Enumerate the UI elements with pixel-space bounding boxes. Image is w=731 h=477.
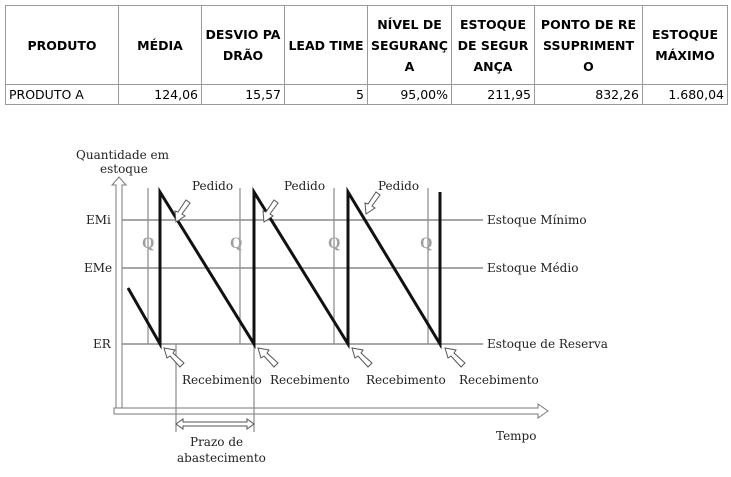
cell-produto: PRODUTO A — [6, 85, 119, 105]
prazo-label-2: abastecimento — [177, 451, 266, 465]
x-axis-title: Tempo — [496, 429, 537, 443]
prazo-label-1: Prazo de — [190, 435, 244, 449]
recebimento-arrow-icon — [164, 348, 465, 367]
header-estoque-seguranca: ESTOQUE DE SEGURANÇA — [452, 6, 535, 85]
pedido-label-3: Pedido — [378, 179, 420, 193]
header-ponto-ressuprimento: PONTO DE RESSUPRIMENTO — [535, 6, 643, 85]
x-axis — [114, 404, 548, 418]
cell-estoque-maximo: 1.680,04 — [643, 85, 728, 105]
header-produto: PRODUTO — [6, 6, 119, 85]
q-label-1: Q — [142, 235, 155, 252]
recebimento-label-1: Recebimento — [182, 373, 262, 387]
er-tick-label: ER — [93, 337, 111, 351]
guide-lines — [148, 188, 428, 432]
recebimento-label-3: Recebimento — [366, 373, 446, 387]
y-axis — [112, 177, 126, 414]
eme-tick-label: EMe — [84, 261, 113, 275]
emi-tick-label: EMi — [86, 213, 111, 227]
pedido-label-1: Pedido — [192, 179, 234, 193]
q-label-4: Q — [420, 235, 433, 252]
cell-nivel-seguranca: 95,00% — [368, 85, 452, 105]
cell-desvio-padrao: 15,57 — [202, 85, 285, 105]
pedido-label-2: Pedido — [284, 179, 326, 193]
recebimento-label-4: Recebimento — [459, 373, 539, 387]
q-label-3: Q — [328, 235, 341, 252]
y-axis-title-2: estoque — [100, 162, 148, 176]
cell-media: 124,06 — [119, 85, 202, 105]
header-nivel-seguranca: NÍVEL DE SEGURANÇA — [368, 6, 452, 85]
eme-level-label: Estoque Médio — [487, 261, 579, 275]
cell-lead-time: 5 — [285, 85, 368, 105]
lead-time-double-arrow — [176, 419, 254, 429]
cell-estoque-seguranca: 211,95 — [452, 85, 535, 105]
er-level-label: Estoque de Reserva — [487, 337, 608, 351]
header-media: MÉDIA — [119, 6, 202, 85]
recebimento-label-2: Recebimento — [270, 373, 350, 387]
emi-level-label: Estoque Mínimo — [487, 213, 587, 227]
header-desvio-padrao: DESVIO PADRÃO — [202, 6, 285, 85]
q-label-2: Q — [230, 235, 243, 252]
y-axis-title: Quantidade em — [76, 148, 170, 162]
header-lead-time: LEAD TIME — [285, 6, 368, 85]
header-estoque-maximo: ESTOQUE MÁXIMO — [643, 6, 728, 85]
cell-ponto-ressuprimento: 832,26 — [535, 85, 643, 105]
